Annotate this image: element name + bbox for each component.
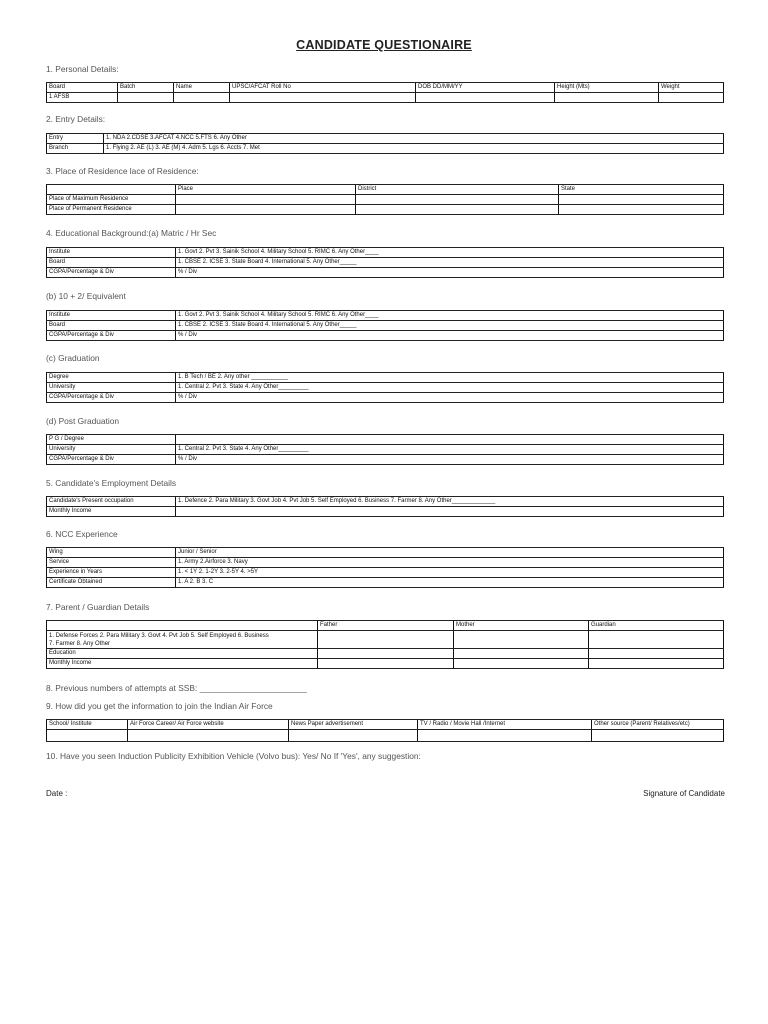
board-options[interactable]: 1. CBSE 2. ICSE 3. State Board 4. International 5. Any Other_____ [176,258,724,268]
header-cell: School/ Institute [47,720,128,730]
header-cell: TV / Radio / Movie Hall /Internet [418,720,592,730]
section-personal-details-heading: 1. Personal Details: [46,64,119,74]
row-label: Branch [47,144,104,154]
media-source-field[interactable] [418,730,592,742]
table-row [47,373,724,383]
table-row [47,497,724,507]
place-field[interactable] [176,205,356,215]
header-cell: DOB DD/MM/YY [416,83,555,93]
table-row [47,185,724,195]
information-source-table [46,719,724,742]
entry-options[interactable]: 1. NDA 2.CDSE 3.AFCAT 4.NCC 5.FTS 6. Any Other [104,134,724,144]
table-row [47,311,724,321]
table-row [47,258,724,268]
header-cell: UPSC/AFCAT Roll No [230,83,416,93]
table-row [47,507,724,517]
row-label: Degree [47,373,176,383]
graduation-table [46,372,724,403]
degree-options[interactable]: 1. B Tech / BE 2. Any other ___________ [176,373,724,383]
header-cell: Name [174,83,230,93]
row-label: University [47,383,176,393]
header-cell: Board [47,83,118,93]
table-row [47,578,724,588]
school-source-field[interactable] [47,730,128,742]
row-label: University [47,445,176,455]
row-label: Board [47,321,176,331]
guardian-occupation-field[interactable] [589,631,724,649]
matric-table [46,247,724,278]
row-label: Monthly Income [47,507,176,517]
header-cell: Guardian [589,621,724,631]
parent-guardian-table [46,620,724,669]
section-10-plus-2-heading: (b) 10 + 2/ Equivalent [46,291,126,301]
row-label: Institute [47,248,176,258]
row-label: Wing [47,548,176,558]
row-label: Experience in Years [47,568,176,578]
weight-field[interactable] [659,93,724,103]
table-row [47,134,724,144]
percentage-field[interactable]: % / Div [176,455,724,465]
height-field[interactable] [555,93,659,103]
header-cell: Mother [454,621,589,631]
district-field[interactable] [356,205,559,215]
wing-options[interactable]: Junior / Senior [176,548,724,558]
section-graduation-heading: (c) Graduation [46,353,100,363]
occupation-options-line: 1. Defense Forces 2. Para Military 3. Govt 4. Pvt Job 5. Self Employed 6. Business [49,633,269,639]
section-entry-details-heading: 2. Entry Details: [46,114,106,124]
ssb-attempts-question: 8. Previous numbers of attempts at SSB: _______________________ [46,683,307,693]
table-row [47,83,724,93]
mother-occupation-field[interactable] [454,631,589,649]
table-row [47,455,724,465]
section-post-graduation-heading: (d) Post Graduation [46,416,120,426]
father-occupation-field[interactable] [318,631,454,649]
institute-options[interactable]: 1. Govt 2. Pvt 3. Sainik School 4. Military School 5. RIMC 6. Any Other____ [176,248,724,258]
table-row [47,321,724,331]
occupation-options-label [47,631,318,649]
row-label: Institute [47,311,176,321]
website-source-field[interactable] [128,730,289,742]
dob-field[interactable] [416,93,555,103]
table-row [47,268,724,278]
university-options[interactable]: 1. Central 2. Pvt 3. State 4. Any Other_________ [176,445,724,455]
header-cell: Weight [659,83,724,93]
header-cell: Place [176,185,356,195]
personal-details-table [46,82,724,103]
page-title: CANDIDATE QUESTIONAIRE [296,38,472,52]
section-residence-heading: 3. Place of Residence lace of Residence: [46,166,199,176]
section-parent-guardian-heading: 7. Parent / Guardian Details [46,602,150,612]
row-label: Service [47,558,176,568]
roll-no-field[interactable] [230,93,416,103]
state-field[interactable] [559,205,724,215]
service-options[interactable]: 1. Army 2.Airforce 3. Navy [176,558,724,568]
residence-table [46,184,724,215]
table-row [47,144,724,154]
row-label: Entry [47,134,104,144]
table-row [47,548,724,558]
table-row [47,93,724,103]
table-row [47,659,724,669]
occupation-options-line: 7. Farmer 8. Any Other [49,640,111,647]
experience-options[interactable]: 1. < 1Y 2. 1-2Y 3. 2-5Y 4. >5Y [176,568,724,578]
header-cell: State [559,185,724,195]
mother-income-field[interactable] [454,659,589,669]
header-cell: Batch [118,83,174,93]
row-label: Place of Maximum Residence [47,195,176,205]
table-row [47,205,724,215]
row-label: Monthly Income [47,659,318,669]
district-field[interactable] [356,195,559,205]
header-cell: Height (Mts) [555,83,659,93]
table-row [47,568,724,578]
entry-details-table [46,133,724,154]
table-row [47,435,724,445]
section-education-heading: 4. Educational Background:(a) Matric / Hr Sec [46,228,217,238]
father-income-field[interactable] [318,659,454,669]
occupation-options[interactable]: 1. Defence 2. Para Military 3. Govt Job 4. Pvt Job 5. Self Employed 6. Business 7. Farmer 8. Any Other_____________ [176,497,724,507]
board-options[interactable]: 1. CBSE 2. ICSE 3. State Board 4. International 5. Any Other_____ [176,321,724,331]
name-field[interactable] [174,93,230,103]
row-label: CGPA/Percentage & Div [47,393,176,403]
row-label: CGPA/Percentage & Div [47,331,176,341]
header-cell: Other source (Parent/ Relatives/etc) [592,720,724,730]
table-row [47,331,724,341]
header-cell: Air Force Career/ Air Force website [128,720,289,730]
percentage-field[interactable]: % / Div [176,331,724,341]
batch-field[interactable] [118,93,174,103]
row-label: Place of Permanent Residence [47,205,176,215]
exhibition-vehicle-question: 10. Have you seen Induction Publicity Exhibition Vehicle (Volvo bus): Yes/ No If 'Yes', any suggestion: [46,751,421,761]
father-education-field[interactable] [318,649,454,659]
institute-options[interactable]: 1. Govt 2. Pvt 3. Sainik School 4. Military School 5. RIMC 6. Any Other____ [176,311,724,321]
percentage-field[interactable]: % / Div [176,393,724,403]
state-field[interactable] [559,195,724,205]
section-information-source-heading: 9. How did you get the information to join the Indian Air Force [46,701,273,711]
table-row [47,631,724,649]
guardian-income-field[interactable] [589,659,724,669]
monthly-income-field[interactable] [176,507,724,517]
table-row [47,383,724,393]
table-row [47,649,724,659]
pg-degree-field[interactable] [176,435,724,445]
guardian-education-field[interactable] [589,649,724,659]
row-label: CGPA/Percentage & Div [47,455,176,465]
table-row [47,621,724,631]
header-cell: District [356,185,559,195]
header-cell: News Paper advertisement [289,720,418,730]
row-label: Education [47,649,318,659]
other-source-field[interactable] [592,730,724,742]
section-employment-heading: 5. Candidate's Employment Details [46,478,177,488]
post-graduation-table [46,434,724,465]
table-row [47,393,724,403]
employment-table [46,496,724,517]
row-label: Board [47,258,176,268]
certificate-options[interactable]: 1. A 2. B 3. C [176,578,724,588]
table-row [47,558,724,568]
board-value: 1 AFSB [47,93,118,103]
ten-plus-two-table [46,310,724,341]
place-field[interactable] [176,195,356,205]
date-label: Date : [46,789,68,798]
newspaper-source-field[interactable] [289,730,418,742]
section-ncc-heading: 6. NCC Experience [46,529,118,539]
row-label: P G / Degree [47,435,176,445]
ncc-table [46,547,724,588]
percentage-field[interactable]: % / Div [176,268,724,278]
row-label: CGPA/Percentage & Div [47,268,176,278]
table-row [47,195,724,205]
header-cell [47,185,176,195]
table-row [47,248,724,258]
university-options[interactable]: 1. Central 2. Pvt 3. State 4. Any Other_________ [176,383,724,393]
signature-label: Signature of Candidate [643,789,725,798]
branch-options[interactable]: 1. Flying 2. AE (L) 3. AE (M) 4. Adm 5. Lgs 6. Accts 7. Met [104,144,724,154]
header-cell [47,621,318,631]
table-row [47,445,724,455]
row-label: Certificate Obtained [47,578,176,588]
table-row [47,720,724,730]
mother-education-field[interactable] [454,649,589,659]
table-row [47,730,724,742]
row-label: Candidate's Present occupation [47,497,176,507]
header-cell: Father [318,621,454,631]
